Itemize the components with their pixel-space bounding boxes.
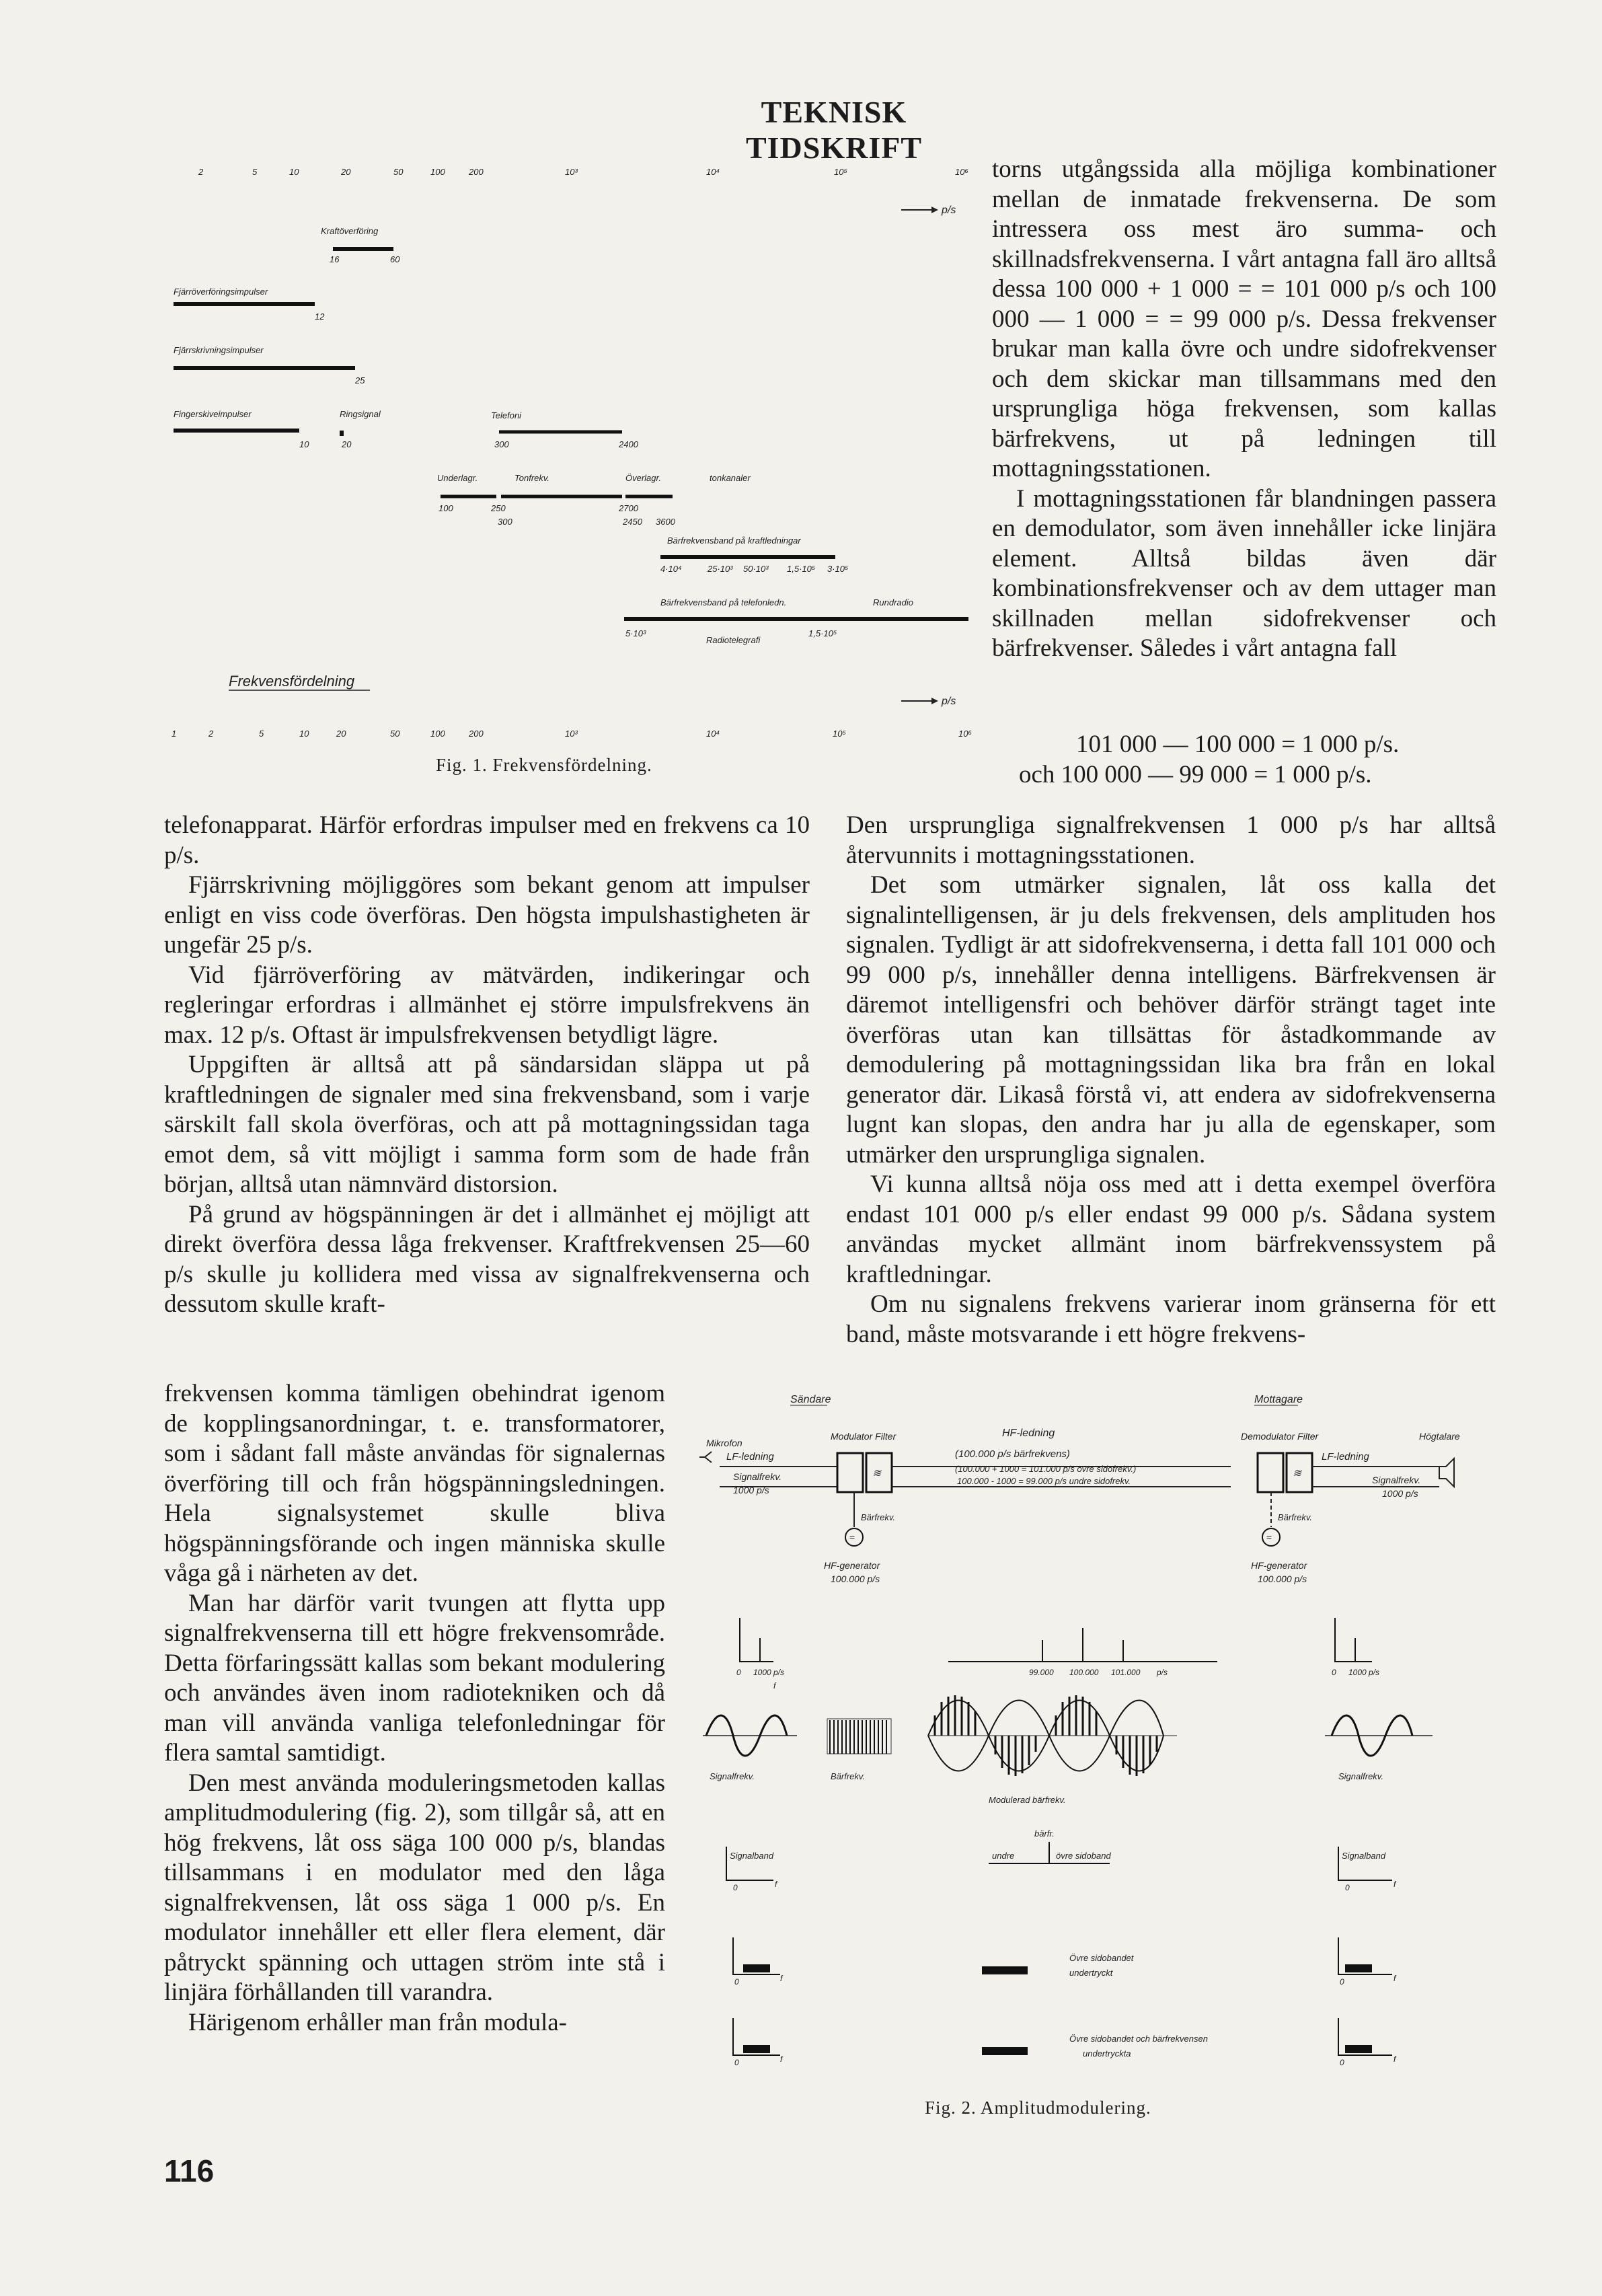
svg-text:HF-generator: HF-generator xyxy=(824,1560,880,1571)
sender-label: Sändare xyxy=(790,1394,831,1405)
svg-text:2: 2 xyxy=(208,729,214,739)
svg-text:Signalfrekv.: Signalfrekv. xyxy=(733,1471,782,1482)
svg-text:50: 50 xyxy=(390,729,400,739)
svg-text:≈: ≈ xyxy=(849,1532,855,1543)
svg-text:≋: ≋ xyxy=(872,1468,882,1479)
svg-text:200: 200 xyxy=(469,729,484,739)
svg-text:10³: 10³ xyxy=(565,167,578,177)
svg-text:Övre sidobandet: Övre sidobandet xyxy=(1069,1953,1134,1963)
svg-text:0: 0 xyxy=(733,1883,738,1892)
equation-2: och 100 000 — 99 000 = 1 000 p/s. xyxy=(1019,761,1372,788)
svg-text:1,5·10⁵: 1,5·10⁵ xyxy=(787,564,816,574)
svg-text:100.000 p/s: 100.000 p/s xyxy=(1258,1573,1307,1584)
svg-text:HF-generator: HF-generator xyxy=(1251,1560,1307,1571)
svg-text:Bärfrekv.: Bärfrekv. xyxy=(1278,1512,1313,1522)
svg-text:LF-ledning: LF-ledning xyxy=(726,1451,774,1462)
svg-text:p/s: p/s xyxy=(942,205,956,216)
svg-text:bärfr.: bärfr. xyxy=(1034,1828,1055,1839)
svg-text:Överlagr.: Överlagr. xyxy=(625,473,661,483)
svg-text:10: 10 xyxy=(289,167,299,177)
modulator-box xyxy=(837,1453,863,1492)
speaker-icon xyxy=(1439,1458,1454,1487)
svg-text:f: f xyxy=(773,1681,776,1691)
svg-text:Högtalare: Högtalare xyxy=(1419,1431,1460,1442)
svg-text:LF-ledning: LF-ledning xyxy=(1322,1451,1369,1462)
svg-text:1000 p/s: 1000 p/s xyxy=(1348,1668,1380,1677)
svg-text:1000 p/s: 1000 p/s xyxy=(733,1485,769,1495)
svg-text:Rundradio: Rundradio xyxy=(873,597,913,607)
svg-text:300: 300 xyxy=(498,517,512,527)
fig1-caption: Fig. 1. Frekvensfördelning. xyxy=(436,755,652,775)
svg-text:10⁶: 10⁶ xyxy=(958,729,972,739)
svg-text:undertryckta: undertryckta xyxy=(1083,2048,1131,2059)
svg-text:10³: 10³ xyxy=(565,729,578,739)
fig1-axis-label: p/s xyxy=(942,696,956,707)
svg-text:100: 100 xyxy=(430,167,445,177)
svg-text:25: 25 xyxy=(355,375,365,385)
svg-text:Ringsignal: Ringsignal xyxy=(340,409,381,419)
equation-1: 101 000 — 100 000 = 1 000 p/s. xyxy=(1076,731,1400,758)
svg-text:tonkanaler: tonkanaler xyxy=(710,473,751,483)
svg-text:60: 60 xyxy=(390,254,400,264)
text-col-left-narrow: frekvensen komma tämligen obehindrat igenom de kopplingsanordningar, t. e. transformatorer, som i sådant fall måste användas för signalernas överföring till och från högspänningsledningen. Hela signalsystemet skulle bliva högspänningsförande och ingen människa skulle våga gå i närheten av det. Man har därför varit tvungen att flytta upp signalfrekvenserna till ett högre frekvensområde. Detta förfaringssätt kallas som bekant modulering och användes även inom radiotekniken och då man vill använda vanliga telefonledningar för flera samtal samtidigt. Den mest använda moduleringsmetoden kallas amplitudmodulering (fig. 2), som tillgår så, att en hög frekvens, låt oss säga 100 000 p/s, blandas tillsammans i en modulator med den låga signalfrekvensen, låt oss säga 1 000 p/s. En modulator innehåller ett eller flera element, där påtryckt spänning och uttagen ström inte stå i linjära förhållanden till varandra. Härigenom erhåller man från modula- xyxy=(164,1380,665,2036)
svg-text:3600: 3600 xyxy=(656,517,675,527)
svg-text:1000 p/s: 1000 p/s xyxy=(1382,1488,1418,1499)
svg-text:5·10³: 5·10³ xyxy=(625,628,646,638)
text-col-right: Den ursprungliga signalfrekvensen 1 000 p/s har alltså återvunnits i mottagningsstationen. Det som utmärker signalen, låt oss kalla det signalintelligensen, är ju dels frekvensen, dels amplituden hos signalen. Tydligt är att sidofrekvenserna, i detta fall 101 000 och 99 000 p/s, innehåller denna intelligens. Bärfrekvensen är däremot intelligensfri och behöver därför strängt taget inte överföras utan kan tillsättas för åstadkommande av demodulering på mottagningssidan lika bra från en lokal generator där. Likaså förstå vi, att endera av sidofrekvenserna lugnt kan slopas, den andra har ju alla de egenskaper, som utmärker den ursprungliga signalen. Vi kunna alltså nöja oss med att i detta exempel överföra endast 101 000 p/s eller endast 99 000 p/s. Sådana system användas mycket allmänt inom bärfrekvenssystem på kraftledningar. Om nu signalens frekvens varierar inom gränserna för ett band, måste motsvarande i ett högre frekvens- xyxy=(846,811,1496,1348)
svg-text:100.000: 100.000 xyxy=(1069,1668,1099,1677)
svg-text:50: 50 xyxy=(393,167,404,177)
svg-text:2400: 2400 xyxy=(619,439,638,449)
svg-text:25·10³: 25·10³ xyxy=(708,564,733,574)
svg-text:10: 10 xyxy=(299,439,309,449)
svg-text:f: f xyxy=(780,1974,783,1983)
svg-text:Signalband: Signalband xyxy=(1342,1851,1386,1861)
svg-text:Modulator Filter: Modulator Filter xyxy=(831,1431,897,1442)
svg-text:10⁴: 10⁴ xyxy=(706,167,720,177)
svg-text:20: 20 xyxy=(341,167,351,177)
svg-text:10⁴: 10⁴ xyxy=(706,729,720,739)
svg-text:100: 100 xyxy=(438,503,453,513)
svg-text:0: 0 xyxy=(734,1977,739,1987)
svg-text:16: 16 xyxy=(330,254,340,264)
svg-text:(100.000 p/s bärfrekvens): (100.000 p/s bärfrekvens) xyxy=(955,1448,1070,1460)
svg-text:Modulerad bärfrekv.: Modulerad bärfrekv. xyxy=(989,1795,1066,1805)
svg-text:f: f xyxy=(1394,2054,1396,2064)
page-number: 116 xyxy=(164,2153,215,2188)
svg-text:f: f xyxy=(1394,1880,1396,1889)
svg-text:300: 300 xyxy=(494,439,509,449)
demodulator-box xyxy=(1258,1453,1283,1492)
svg-text:0: 0 xyxy=(1332,1668,1336,1677)
svg-text:f: f xyxy=(775,1880,777,1889)
svg-text:Signalfrekv.: Signalfrekv. xyxy=(1338,1771,1383,1781)
tick-top: 2 xyxy=(198,167,204,177)
svg-text:10⁵: 10⁵ xyxy=(834,167,847,177)
svg-text:1000 p/s: 1000 p/s xyxy=(753,1668,785,1677)
svg-text:HF-ledning: HF-ledning xyxy=(1002,1428,1055,1439)
svg-text:undertryckt: undertryckt xyxy=(1069,1968,1113,1978)
text-col-left: telefonapparat. Härför erfordras impulser med en frekvens ca 10 p/s. Fjärrskrivning möjliggöres som bekant genom att impulser enligt en viss code överföras. Den högsta impulshastigheten är ungefär 25 p/s. Vid fjärröverföring av mätvärden, indikeringar och regleringar erfordras i allmänhet ej större impulsfrekvens än max. 12 p/s. Oftast är impulsfrekvensen betydligt lägre. Uppgiften är alltså att på sändarsidan släppa ut på kraftledningen de signaler med sina frekvensband, som i varje särskilt fall skola överföras, och att på mottagningssidan taga emot dem, så vitt möjligt i samma form som de hade från början, alltså utan nämnvärd distorsion. På grund av högspänningen är det i allmänhet ej möjligt att direkt överföra dessa låga frekvenser. Kraftfrekvensen 25—60 p/s skulle ju kollidera med vissa av signalfrekvenserna och dessutom skulle kraft- xyxy=(164,811,810,1318)
svg-text:10⁵: 10⁵ xyxy=(833,729,846,739)
svg-text:Signalfrekv.: Signalfrekv. xyxy=(1372,1475,1421,1485)
svg-text:f: f xyxy=(780,2054,783,2064)
svg-text:Bärfrekv.: Bärfrekv. xyxy=(861,1512,896,1522)
svg-text:100.000 - 1000 = 99.000 p/s un: 100.000 - 1000 = 99.000 p/s undre sidofrekv. xyxy=(957,1476,1131,1486)
figure-2-amplitude-modulation xyxy=(693,1386,1500,2119)
svg-text:5: 5 xyxy=(252,167,258,177)
svg-text:Fingerskiveimpulser: Fingerskiveimpulser xyxy=(174,409,252,419)
svg-text:10: 10 xyxy=(299,729,309,739)
svg-text:4·10⁴: 4·10⁴ xyxy=(660,564,682,574)
svg-text:Bärfrekv.: Bärfrekv. xyxy=(831,1771,866,1781)
svg-text:Telefoni: Telefoni xyxy=(491,410,522,420)
svg-text:20: 20 xyxy=(336,729,346,739)
svg-text:Bärfrekvensband på telefonledn: Bärfrekvensband på telefonledn. xyxy=(660,597,787,607)
svg-text:Demodulator Filter: Demodulator Filter xyxy=(1241,1431,1319,1442)
svg-text:Bärfrekvensband på kraftlednin: Bärfrekvensband på kraftledningar xyxy=(667,535,801,546)
svg-text:200: 200 xyxy=(469,167,484,177)
svg-text:0: 0 xyxy=(734,2058,739,2067)
masthead: TEKNISK TIDSKRIFT xyxy=(745,95,923,165)
svg-text:5: 5 xyxy=(259,729,264,739)
svg-text:10⁶: 10⁶ xyxy=(955,167,968,177)
text-col-right-top: torns utgångssida alla möjliga kombinationer mellan de inmatade frekvenserna. De som intressera oss mest äro summa- och skillnadsfrekvenserna. I vårt antagna fall äro alltså dessa 100 000 + 1 000 = = 101 000 p/s och 100 000 — 1 000 = = 99 000 p/s. Dessa frekvenser brukar man kalla övre och undre sidofrekvenser och dem skickar man tillsammans med den ursprungliga höga frekvensen, som kallas bärfrekvens, ut på ledningen till mottagningsstationen. I mottagningsstationen får blandningen passera en demodulator, som även innehåller icke linjära element. Alltså bildas även där kombinationsfrekvenser och av dem uttager man skillnaden mellan sidofrekvenser och bärfrekvenser. Således i vårt antagna fall xyxy=(992,155,1496,662)
svg-text:50·10³: 50·10³ xyxy=(743,564,769,574)
svg-text:Fjärröverföringsimpulser: Fjärröverföringsimpulser xyxy=(174,287,268,297)
svg-text:0: 0 xyxy=(1340,2058,1344,2067)
svg-text:0: 0 xyxy=(1340,1977,1344,1987)
svg-text:100: 100 xyxy=(430,729,445,739)
svg-text:2700: 2700 xyxy=(619,503,638,513)
svg-text:250: 250 xyxy=(491,503,506,513)
svg-text:3·10⁵: 3·10⁵ xyxy=(827,564,849,574)
fig1-corner-label: Frekvensfördelning xyxy=(229,673,355,690)
band-label-kraft: Kraftöverföring xyxy=(321,226,379,236)
svg-text:f: f xyxy=(1394,1974,1396,1983)
svg-text:20: 20 xyxy=(342,439,352,449)
svg-text:övre sidoband: övre sidoband xyxy=(1056,1851,1111,1861)
svg-text:Signalband: Signalband xyxy=(730,1851,774,1861)
svg-text:Radiotelegrafi: Radiotelegrafi xyxy=(706,635,761,645)
svg-text:0: 0 xyxy=(1345,1883,1350,1892)
figure-1-frequency-chart xyxy=(161,148,972,780)
receiver-label: Mottagare xyxy=(1254,1394,1303,1405)
svg-text:Övre sidobandet och bärfrekven: Övre sidobandet och bärfrekvensen xyxy=(1069,2034,1208,2044)
svg-text:Tonfrekv.: Tonfrekv. xyxy=(514,473,550,483)
fig2-caption: Fig. 2. Amplitudmodulering. xyxy=(925,2098,1151,2118)
svg-text:2450: 2450 xyxy=(623,517,642,527)
svg-text:Underlagr.: Underlagr. xyxy=(437,473,478,483)
svg-text:≋: ≋ xyxy=(1293,1468,1302,1479)
svg-text:12: 12 xyxy=(315,311,325,322)
svg-text:(100.000 + 1000 = 101.000 p/s: (100.000 + 1000 = 101.000 p/s övre sidofrekv.) xyxy=(955,1464,1137,1474)
svg-text:99.000: 99.000 xyxy=(1029,1668,1054,1677)
svg-text:≈: ≈ xyxy=(1266,1532,1272,1543)
svg-text:undre: undre xyxy=(992,1851,1015,1861)
svg-text:Fjärrskrivningsimpulser: Fjärrskrivningsimpulser xyxy=(174,345,264,355)
svg-text:1,5·10⁵: 1,5·10⁵ xyxy=(808,628,837,638)
svg-text:0: 0 xyxy=(736,1668,741,1677)
svg-text:Signalfrekv.: Signalfrekv. xyxy=(710,1771,755,1781)
svg-text:1: 1 xyxy=(171,729,177,739)
svg-text:p/s: p/s xyxy=(1157,1668,1168,1677)
svg-text:100.000 p/s: 100.000 p/s xyxy=(831,1573,880,1584)
svg-text:101.000: 101.000 xyxy=(1111,1668,1141,1677)
svg-text:Mikrofon: Mikrofon xyxy=(706,1438,742,1448)
